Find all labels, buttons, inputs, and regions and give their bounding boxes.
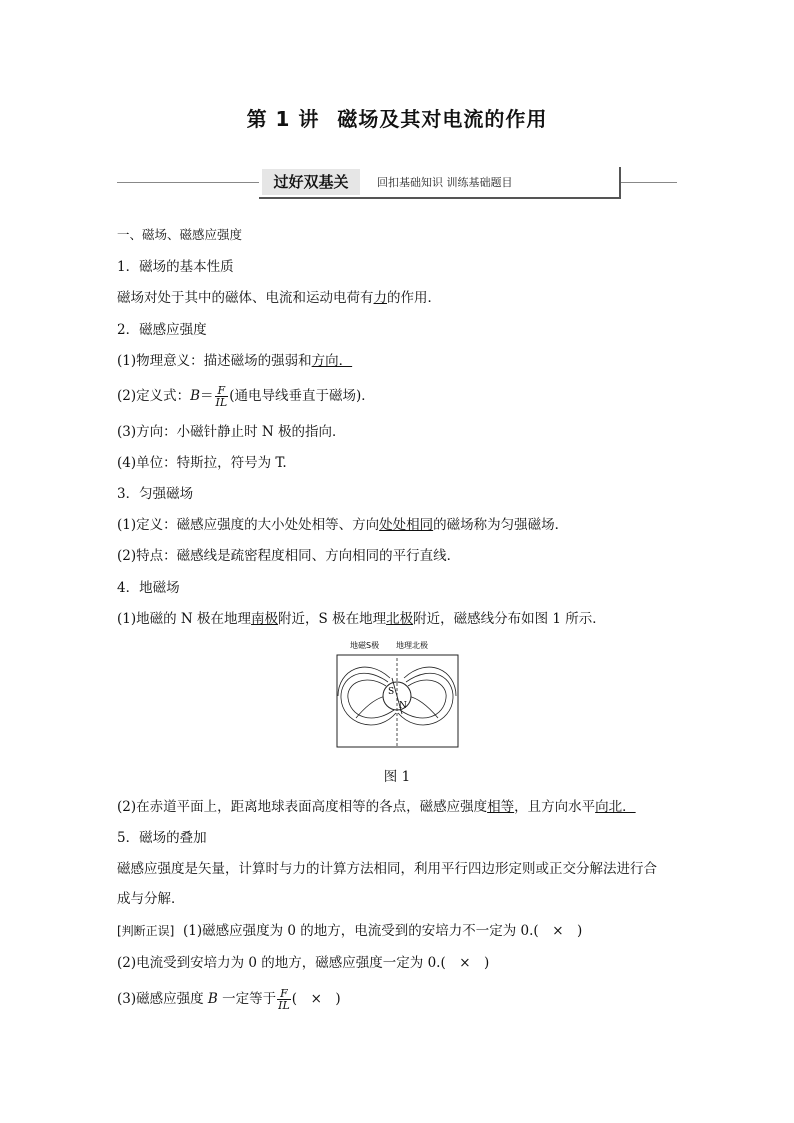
answer-underline: 处处相同 [379,517,434,533]
para-4a [117,609,606,629]
judge-q3 [117,988,341,1011]
banner-badge: 过好双基关 [262,169,360,195]
para-2b [117,385,375,408]
denominator: IL [278,999,290,1012]
answer-underline: 向北． [595,799,636,815]
pole-s-label: S [388,687,395,697]
field-line [356,696,386,718]
para-5-line2: 成与分解． [117,891,185,907]
para-3a [117,515,568,535]
text: (3)磁感应强度 [117,991,208,1007]
answer-underline: 相等 [487,799,515,815]
para-3b: (2)特点：磁感线是疏密程度相同、方向相同的平行直线． [117,548,461,564]
text: (2)在赤道平面上，距离地球表面高度相等的各点，磁感应强度 [117,799,488,815]
text: 一定等于 [217,991,277,1007]
equals-sign: ＝ [200,388,214,404]
banner-subtitle: 回扣基础知识 训练基础题目 [377,176,513,189]
lecture-number: 第 1 讲 [246,107,320,131]
para-2a [117,351,352,371]
denominator: IL [215,396,228,409]
text: 的作用． [387,290,441,306]
field-line [408,696,438,718]
text: (1)磁感应强度为 0 的地方，电流受到的安培力不一定为 0.( × ) [182,923,583,939]
heading-1: 1．磁场的基本性质 [117,259,234,275]
numerator: F [215,385,229,397]
para-1 [117,288,441,308]
text: 磁场对处于其中的磁体、电流和运动电荷有 [117,290,374,306]
text: 附近，磁感线分布如图 1 所示． [413,611,606,627]
page-title [0,103,794,132]
figure-caption: 图 1 [383,769,411,785]
pole-n-label: N [399,701,407,711]
lecture-topic: 磁场及其对电流的作用 [337,107,548,131]
fraction [215,385,229,408]
banner-line-right [619,182,677,183]
text: ( × ) [291,991,341,1007]
heading-3: 3．匀强磁场 [117,486,194,502]
heading-2: 2．磁感应强度 [117,322,207,338]
text: (1)地磁的 N 极在地理 [117,611,252,627]
judge-tag: [判断正误] [117,924,175,938]
section-banner [117,167,677,201]
heading-4: 4．地磁场 [117,580,180,596]
fraction [277,988,291,1011]
answer-underline: 南极 [251,611,279,627]
variable-b: B [190,388,201,404]
judge-q1 [117,921,582,941]
para-4b [117,797,636,817]
text: (1)物理意义：描述磁场的强弱和 [117,353,312,369]
label-geographic-north: 地理北极 [396,641,428,650]
label-geomagnetic-s: 地磁S极 [350,641,380,650]
para-2d: (4)单位：特斯拉，符号为 T. [117,455,287,471]
answer-underline: 方向． [311,353,353,369]
text: (通电导线垂直于磁场)． [229,388,375,404]
variable-b: B [207,991,218,1007]
text: 的磁场称为匀强磁场． [433,517,569,533]
para-5-line1: 磁感应强度是矢量，计算时与力的计算方法相同，利用平行四边形定则或正交分解法进行合 [117,861,657,877]
banner-line-left [117,182,259,183]
para-2c: (3)方向：小磁针静止时 N 极的指向． [117,424,346,440]
answer-underline: 北极 [386,611,414,627]
answer-underline: 力 [373,290,387,306]
text: (1)定义：磁感应强度的大小处处相等、方向 [117,517,380,533]
section-heading: 一、磁场、磁感应强度 [117,227,243,242]
text: ，且方向水平 [514,799,596,815]
text: (2)定义式： [117,388,191,404]
heading-5: 5．磁场的叠加 [117,830,207,846]
numerator: F [277,988,291,1000]
earth-magnetic-field-figure [336,638,460,751]
judge-q2: (2)电流受到安培力为 0 的地方，磁感应强度一定为 0.( × ) [117,955,490,971]
text: 附近，S 极在地理 [278,611,387,627]
